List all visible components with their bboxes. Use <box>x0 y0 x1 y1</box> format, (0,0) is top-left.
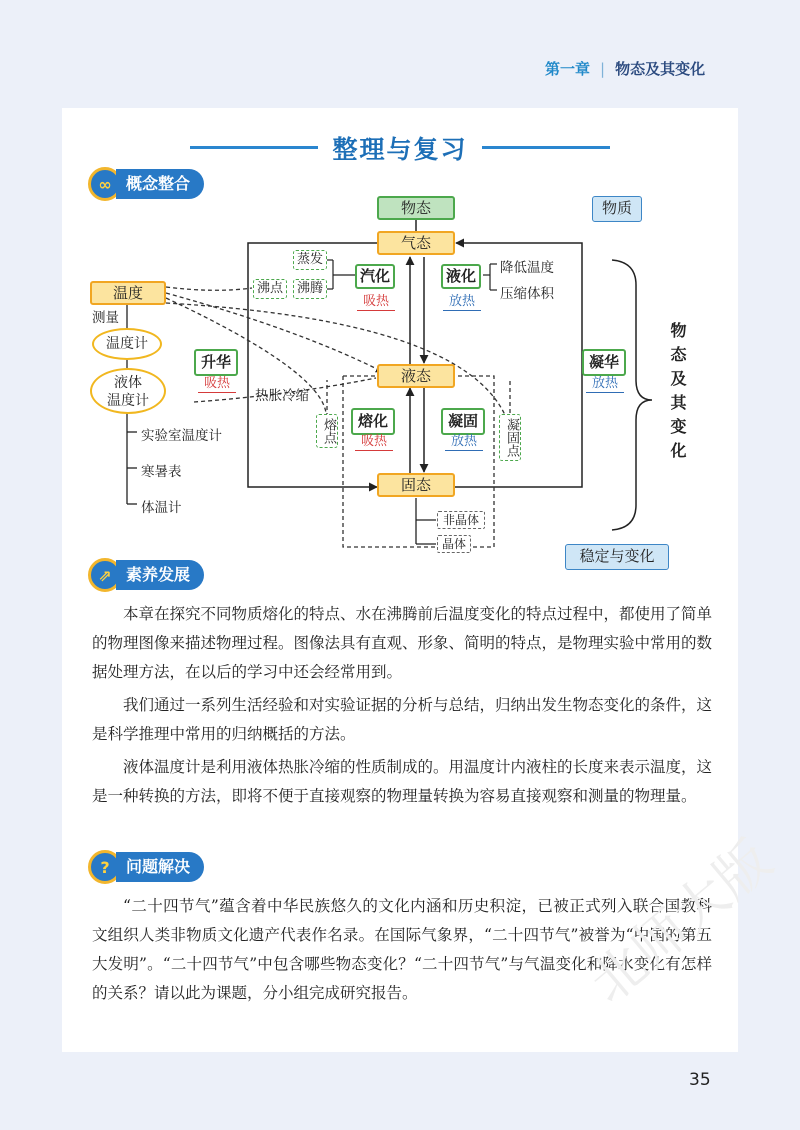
paragraph-4: “二十四节气”蕴含着中华民族悠久的文化内涵和历史积淀，已被正式列入联合国教科文组织人类非物质文化遗产代表作名录。在国际气象界，“二十四节气”被誉为“中国的第五大发明”。“二十四节气”中包含哪些物态变化？“二十四节气”与气温变化和降水变化有怎样的关系？请以此为课题，分小组完成研究报告。 <box>92 897 712 1002</box>
node-gutai: 固态 <box>377 473 455 497</box>
qihua-label: 汽化 <box>359 267 390 285</box>
ninghua-heat-text: 放热 <box>586 376 624 393</box>
label-yasuo: 压缩体积 <box>500 286 554 302</box>
liquid-thermo-line1: 液体 <box>114 375 142 391</box>
node-zhengfa: 蒸发 <box>293 250 327 270</box>
ninghua-heat <box>586 374 624 393</box>
node-qihua <box>355 264 395 289</box>
liquid-thermo-line2: 温度计 <box>107 393 149 409</box>
page-title: 整理与复习 <box>332 135 468 164</box>
ninghua-label: 凝华 <box>588 353 619 371</box>
label-tiwen: 体温计 <box>141 500 182 516</box>
watermark: 北师大版 <box>577 828 784 1016</box>
ronghua-heat <box>355 432 393 451</box>
ronghua-heat-text: 吸热 <box>355 434 393 451</box>
ninggu-label: 凝固 <box>447 412 478 430</box>
ronghua-label: 熔化 <box>357 412 388 430</box>
section-concept-header <box>88 167 204 201</box>
node-yehua <box>441 264 481 289</box>
label-hanshu: 寒暑表 <box>141 464 182 480</box>
side-vertical-text: 物态及其变化 <box>668 322 687 466</box>
node-liquid-thermo <box>90 368 166 414</box>
node-ningdian: 凝固点 <box>499 414 521 461</box>
link-icon: ∞ <box>88 167 122 201</box>
label-celiang: 测量 <box>92 310 119 326</box>
node-ninggu <box>441 408 485 435</box>
node-wuzhi: 物态 <box>377 196 455 220</box>
node-rongdian: 熔点 <box>316 414 338 448</box>
node-wendu: 温度 <box>90 281 166 305</box>
lightbulb-icon: ? <box>88 850 122 884</box>
ninggu-heat <box>445 432 483 451</box>
qihua-heat <box>357 292 395 311</box>
section-concept-label: 概念整合 <box>116 169 204 199</box>
node-feidian: 沸点 <box>253 279 287 299</box>
literacy-text <box>92 600 712 815</box>
shenghua-heat <box>198 374 236 393</box>
node-wendu-ji: 温度计 <box>92 328 162 360</box>
section-problem-label: 问题解决 <box>116 852 204 882</box>
shenghua-heat-text: 吸热 <box>198 376 236 393</box>
shenghua-label: 升华 <box>200 353 231 371</box>
node-qitai: 气态 <box>377 231 455 255</box>
chapter-separator: | <box>600 60 606 78</box>
qihua-heat-text: 吸热 <box>357 294 395 311</box>
node-stable-box: 稳定与变化 <box>565 544 669 570</box>
paragraph-3: 液体温度计是利用液体热胀冷缩的性质制成的。用温度计内液柱的长度来表示温度，这是一种转换的方法，即将不便于直接观察的物理量转换为容易直接观察和测量的物理量。 <box>92 758 713 805</box>
yehua-label: 液化 <box>445 267 476 285</box>
node-feiteng: 沸腾 <box>293 279 327 299</box>
chapter-number: 第一章 <box>545 60 591 78</box>
node-shenghua <box>194 349 238 376</box>
paragraph-2: 我们通过一系列生活经验和对实验证据的分析与总结，归纳出发生物态变化的条件，这是科学推理中常用的归纳概括的方法。 <box>92 696 713 743</box>
node-yetai: 液态 <box>377 364 455 388</box>
yehua-heat <box>443 292 481 311</box>
chapter-title: 物态及其变化 <box>615 60 706 78</box>
chapter-header <box>545 58 705 79</box>
label-lab: 实验室温度计 <box>141 428 222 444</box>
label-rezhang: 热胀冷缩 <box>255 388 309 404</box>
paragraph-1: 本章在探究不同物质熔化的特点、水在沸腾前后温度变化的特点过程中，都使用了简单的物理图像来描述物理过程。图像法具有直观、形象、简明的特点，是物理实验中常用的数据处理方法，在以后的学习中还会经常用到。 <box>92 605 713 681</box>
page-title-row <box>0 130 800 166</box>
page-number: 35 <box>689 1070 711 1090</box>
node-feijingti: 非晶体 <box>437 511 485 529</box>
node-jingti: 晶体 <box>437 535 471 553</box>
section-literacy-label: 素养发展 <box>116 560 204 590</box>
node-ninghua <box>582 349 626 376</box>
ninggu-heat-text: 放热 <box>445 434 483 451</box>
node-wuzhi-box: 物质 <box>592 196 642 222</box>
rising-arrow-icon: ⇗ <box>88 558 122 592</box>
section-literacy-header <box>88 558 204 592</box>
yehua-heat-text: 放热 <box>443 294 481 311</box>
section-problem-header <box>88 850 204 884</box>
node-ronghua <box>351 408 395 435</box>
label-jiangdi: 降低温度 <box>500 260 554 276</box>
